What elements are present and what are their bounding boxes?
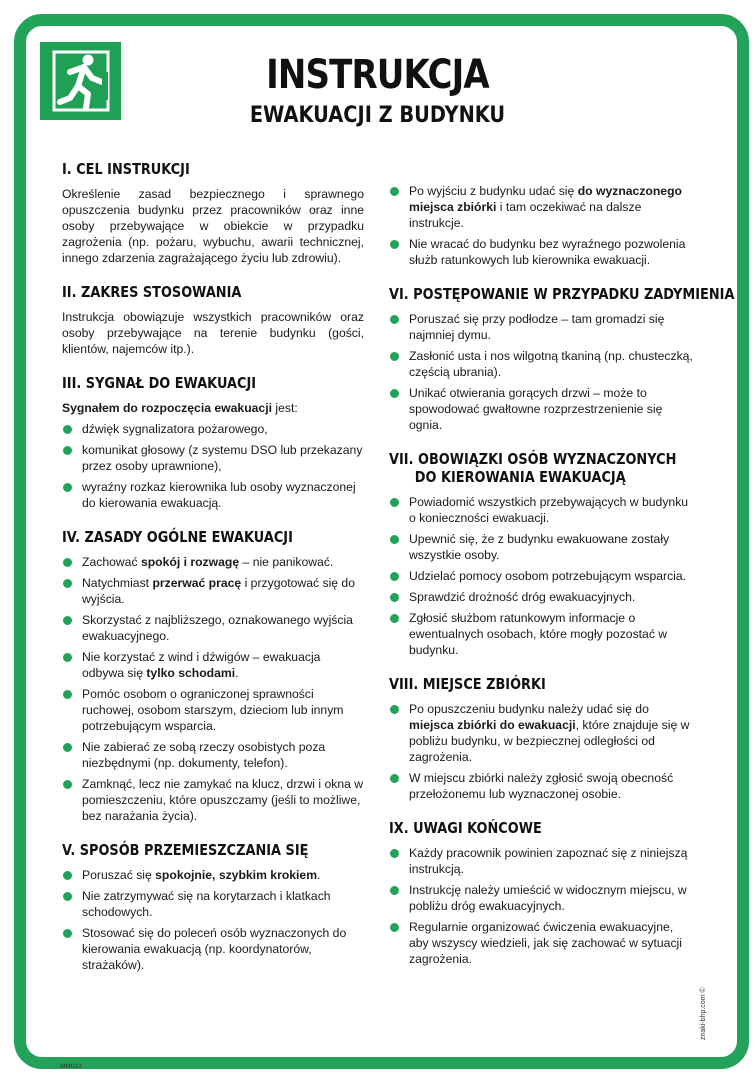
section-title: III. SYGNAŁ DO EWAKUACJI xyxy=(62,374,257,392)
copyright-text: znaki-bhp.com © xyxy=(700,987,707,1040)
list-item: dźwięk sygnalizatora pożarowego, xyxy=(62,421,364,437)
list-item: Instrukcję należy umieścić w widocznym miejscu, w pobliżu dróg ewakuacyjnych. xyxy=(389,882,694,914)
list-item: Poruszać się spokojnie, szybkim krokiem. xyxy=(62,867,364,883)
list-item: W miejscu zbiórki należy zgłosić swoją obecność przełożonemu lub wyznaczonej osobie. xyxy=(389,770,694,802)
list-item: Po wyjściu z budynku udać się do wyznaczonego miejsca zbiórki i tam oczekiwać na dalsze instrukcje. xyxy=(389,183,694,231)
section-lead xyxy=(62,400,364,416)
list-item: Zasłonić usta i nos wilgotną tkaniną (np. chusteczką, częścią ubrania). xyxy=(389,348,694,380)
lead-rest: jest: xyxy=(271,401,298,415)
section-title: V. SPOSÓB PRZEMIESZCZANIA SIĘ xyxy=(62,841,309,859)
section-5 xyxy=(62,841,364,973)
list-item: Każdy pracownik powinien zapoznać się z niniejszą instrukcją. xyxy=(389,845,694,877)
list-item: Pomóc osobom o ograniczonej sprawności ruchowej, osobom starszym, dzieciom lub innym potrzebującym wsparcia. xyxy=(62,686,364,734)
page-subtitle: EWAKUACJI Z BUDYNKU xyxy=(249,103,506,128)
list-item: Zamknąć, lecz nie zamykać na klucz, drzwi i okna w pomieszczeniu, które opuszczamy (jeśli to możliwe, bez narażania życia). xyxy=(62,776,364,824)
bullet-list xyxy=(62,867,364,973)
list-item: Zachować spokój i rozwagę – nie panikować. xyxy=(62,554,364,570)
bullet-list xyxy=(389,494,694,658)
list-item: Zgłosić służbom ratunkowym informacje o ewentualnych osobach, które mogły pozostać w budynku. xyxy=(389,610,694,658)
section-8 xyxy=(389,675,694,802)
list-item: Powiadomić wszystkich przebywających w budynku o konieczności ewakuacji. xyxy=(389,494,694,526)
list-item: wyraźny rozkaz kierownika lub osoby wyznaczonej do kierowania ewakuacją. xyxy=(62,479,364,511)
bullet-list xyxy=(389,845,694,967)
list-item: Upewnić się, że z budynku ewakuowane zostały wszystkie osoby. xyxy=(389,531,694,563)
bullet-list xyxy=(389,701,694,802)
list-item: Skorzystać z najbliższego, oznakowanego wyjścia ewakuacyjnego. xyxy=(62,612,364,644)
bullet-list xyxy=(389,311,694,433)
section-2 xyxy=(62,283,364,357)
section-title: VII. OBOWIĄZKI OSÓB WYZNACZONYCH DO KIEROWANIA EWAKUACJĄ xyxy=(389,450,677,486)
section-1 xyxy=(62,160,364,266)
right-column xyxy=(389,183,735,984)
list-item: Stosować się do poleceń osób wyznaczonych do kierowania ewakuacją (np. koordynatorów, strażaków). xyxy=(62,925,364,973)
list-item: Nie zabierać ze sobą rzeczy osobistych poza niezbędnymi (np. dokumenty, telefon). xyxy=(62,739,364,771)
list-item: Regularnie organizować ćwiczenia ewakuacyjne, aby wszyscy wiedzieli, jak się zachować w sytuacji zagrożenia. xyxy=(389,919,694,967)
list-item: Nie zatrzymywać się na korytarzach i klatkach schodowych. xyxy=(62,888,364,920)
left-column xyxy=(62,160,364,990)
page-title: INSTRUKCJA xyxy=(266,52,489,98)
section-9 xyxy=(389,819,694,967)
list-item: Sprawdzić drożność dróg ewakuacyjnych. xyxy=(389,589,694,605)
list-item: Natychmiast przerwać pracę i przygotować się do wyjścia. xyxy=(62,575,364,607)
list-item: Nie wracać do budynku bez wyraźnego pozwolenia służb ratunkowych lub kierownika ewakuacji. xyxy=(389,236,694,268)
section-title: VI. POSTĘPOWANIE W PRZYPADKU ZADYMIENIA xyxy=(389,285,735,303)
section-3 xyxy=(62,374,364,511)
section-title: VIII. MIEJSCE ZBIÓRKI xyxy=(389,675,546,693)
section-text: Określenie zasad bezpiecznego i sprawnego opuszczenia budynku przez pracowników oraz inne osoby przebywające w obiekcie w przypadku zagrożenia (np. pożaru, wybuchu, awarii technicznej, innego zdarzenia zagrażającego życiu lub zdrowiu). xyxy=(62,187,364,265)
list-item: Unikać otwierania gorących drzwi – może to spowodować gwałtowne rozprzestrzenienie się ognia. xyxy=(389,385,694,433)
product-code: MM013 xyxy=(60,1063,82,1070)
section-title: IV. ZASADY OGÓLNE EWAKUACJI xyxy=(62,528,293,546)
lead-bold: Sygnałem do rozpoczęcia ewakuacji xyxy=(62,401,272,415)
bullet-list xyxy=(62,421,364,511)
section-6 xyxy=(389,285,735,433)
bullet-list xyxy=(62,554,364,824)
bullet-list xyxy=(389,183,694,268)
section-4 xyxy=(62,528,364,824)
list-item: komunikat głosowy (z systemu DSO lub przekazany przez osoby uprawnione), xyxy=(62,442,364,474)
section-title: II. ZAKRES STOSOWANIA xyxy=(62,283,242,301)
list-item: Poruszać się przy podłodze – tam gromadzi się najmniej dymu. xyxy=(389,311,694,343)
section-5-continued xyxy=(389,183,694,268)
list-item: Nie korzystać z wind i dźwigów – ewakuacja odbywa się tylko schodami. xyxy=(62,649,364,681)
section-title: I. CEL INSTRUKCJI xyxy=(62,160,190,178)
list-item: Po opuszczeniu budynku należy udać się do miejsca zbiórki do ewakuacji, które znajduje się w pobliżu budynku, w bezpiecznej odległości od zagrożenia. xyxy=(389,701,694,765)
section-text: Instrukcja obowiązuje wszystkich pracowników oraz osoby przebywające na terenie budynku (gości, klientów, najemców itp.). xyxy=(62,310,364,356)
list-item: Udzielać pomocy osobom potrzebującym wsparcia. xyxy=(389,568,694,584)
section-7 xyxy=(389,450,694,658)
section-title: IX. UWAGI KOŃCOWE xyxy=(389,819,542,837)
